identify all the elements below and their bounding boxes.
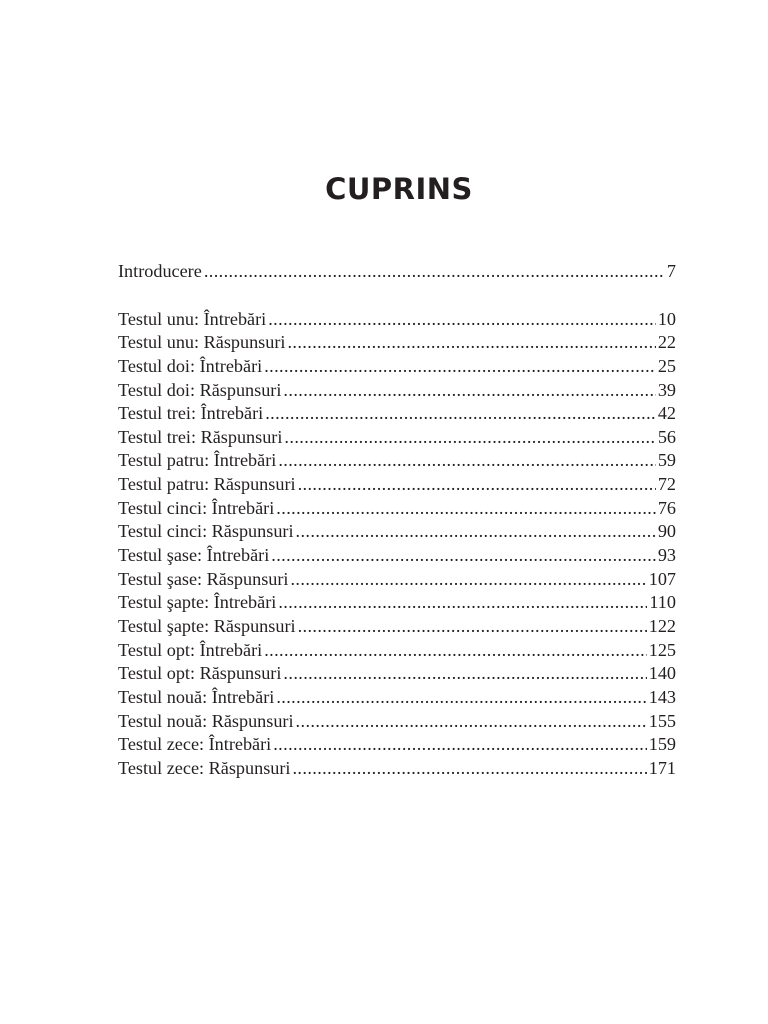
toc-entry-label: Testul patru: Răspunsuri (118, 474, 296, 495)
toc-entry-page: 39 (657, 379, 676, 400)
toc-entry (118, 710, 676, 734)
toc-entry (118, 379, 676, 403)
toc-entry (118, 733, 676, 757)
toc-entry-label: Testul opt: Răspunsuri (118, 663, 282, 684)
toc-entry (118, 497, 676, 521)
table-of-contents (118, 260, 676, 780)
toc-entry-page: 155 (648, 710, 676, 731)
toc-entry (118, 260, 676, 284)
dot-leader (298, 473, 656, 497)
toc-entry-page: 90 (657, 521, 676, 542)
toc-entry (118, 402, 676, 426)
toc-entry-label: Testul cinci: Răspunsuri (118, 521, 294, 542)
toc-entry (118, 662, 676, 686)
dot-leader (290, 568, 646, 592)
toc-entry (118, 686, 676, 710)
dot-leader (283, 379, 655, 403)
toc-entry-label: Testul opt: Întrebări (118, 639, 263, 660)
toc-entry (118, 308, 676, 332)
toc-entry-label: Testul şase: Întrebări (118, 545, 270, 566)
toc-entry-page: 25 (657, 355, 676, 376)
dot-leader (296, 520, 656, 544)
dot-leader (283, 662, 646, 686)
toc-entry-label: Testul cinci: Întrebări (118, 497, 275, 518)
toc-entry-label: Testul nouă: Întrebări (118, 686, 275, 707)
toc-entry-label: Testul doi: Întrebări (118, 355, 263, 376)
toc-entry-page: 72 (657, 474, 676, 495)
toc-entry-page: 107 (648, 568, 676, 589)
dot-leader (292, 757, 646, 781)
dot-leader (296, 710, 647, 734)
dot-leader (268, 308, 656, 332)
toc-entry (118, 473, 676, 497)
dot-leader (264, 355, 656, 379)
toc-entry-page: 59 (657, 450, 676, 471)
toc-entry-page: 110 (649, 592, 676, 613)
toc-entry-page: 56 (657, 426, 676, 447)
toc-entry-label: Testul trei: Răspunsuri (118, 426, 283, 447)
dot-leader (298, 615, 647, 639)
dot-leader (276, 497, 656, 521)
page-title: CUPRINS (325, 172, 473, 206)
toc-entry-page: 122 (648, 615, 676, 636)
dot-leader (204, 260, 665, 284)
toc-entry-page: 22 (657, 332, 676, 353)
toc-entry-label: Testul şapte: Întrebări (118, 592, 277, 613)
dot-leader (276, 686, 646, 710)
dot-leader (278, 449, 655, 473)
dot-leader (278, 591, 647, 615)
toc-entry-page: 10 (657, 308, 676, 329)
toc-entry-label: Testul unu: Răspunsuri (118, 332, 286, 353)
toc-entry (118, 757, 676, 781)
toc-entry (118, 426, 676, 450)
dot-leader (271, 544, 656, 568)
toc-entry (118, 544, 676, 568)
toc-entry (118, 639, 676, 663)
toc-entry (118, 568, 676, 592)
dot-leader (287, 331, 655, 355)
toc-entry-label: Testul unu: Întrebări (118, 308, 267, 329)
toc-entry-label: Testul şase: Răspunsuri (118, 568, 289, 589)
toc-entry (118, 591, 676, 615)
toc-entry (118, 615, 676, 639)
dot-leader (264, 639, 647, 663)
toc-entry-page: 76 (657, 497, 676, 518)
toc-entry-page: 140 (648, 663, 676, 684)
toc-entry-label: Testul zece: Răspunsuri (118, 757, 291, 778)
toc-entry-page: 143 (648, 686, 676, 707)
toc-entry-page: 93 (657, 545, 676, 566)
toc-entry (118, 331, 676, 355)
dot-leader (273, 733, 646, 757)
dot-leader (284, 426, 655, 450)
toc-entry-label: Testul trei: Întrebări (118, 403, 264, 424)
toc-entry-label: Testul zece: Întrebări (118, 734, 272, 755)
toc-entry (118, 449, 676, 473)
toc-entry-page: 42 (657, 403, 676, 424)
toc-entry-label: Testul nouă: Răspunsuri (118, 710, 294, 731)
toc-entry-page: 125 (648, 639, 676, 660)
toc-entry (118, 355, 676, 379)
toc-entry-label: Testul doi: Răspunsuri (118, 379, 282, 400)
toc-entry-label: Testul şapte: Răspunsuri (118, 615, 296, 636)
toc-entry-page: 159 (648, 734, 676, 755)
toc-entry-page: 7 (666, 261, 676, 281)
toc-entry-label: Introducere (118, 261, 202, 281)
toc-entry (118, 520, 676, 544)
toc-entry-label: Testul patru: Întrebări (118, 450, 277, 471)
dot-leader (265, 402, 656, 426)
toc-entry-page: 171 (648, 757, 676, 778)
